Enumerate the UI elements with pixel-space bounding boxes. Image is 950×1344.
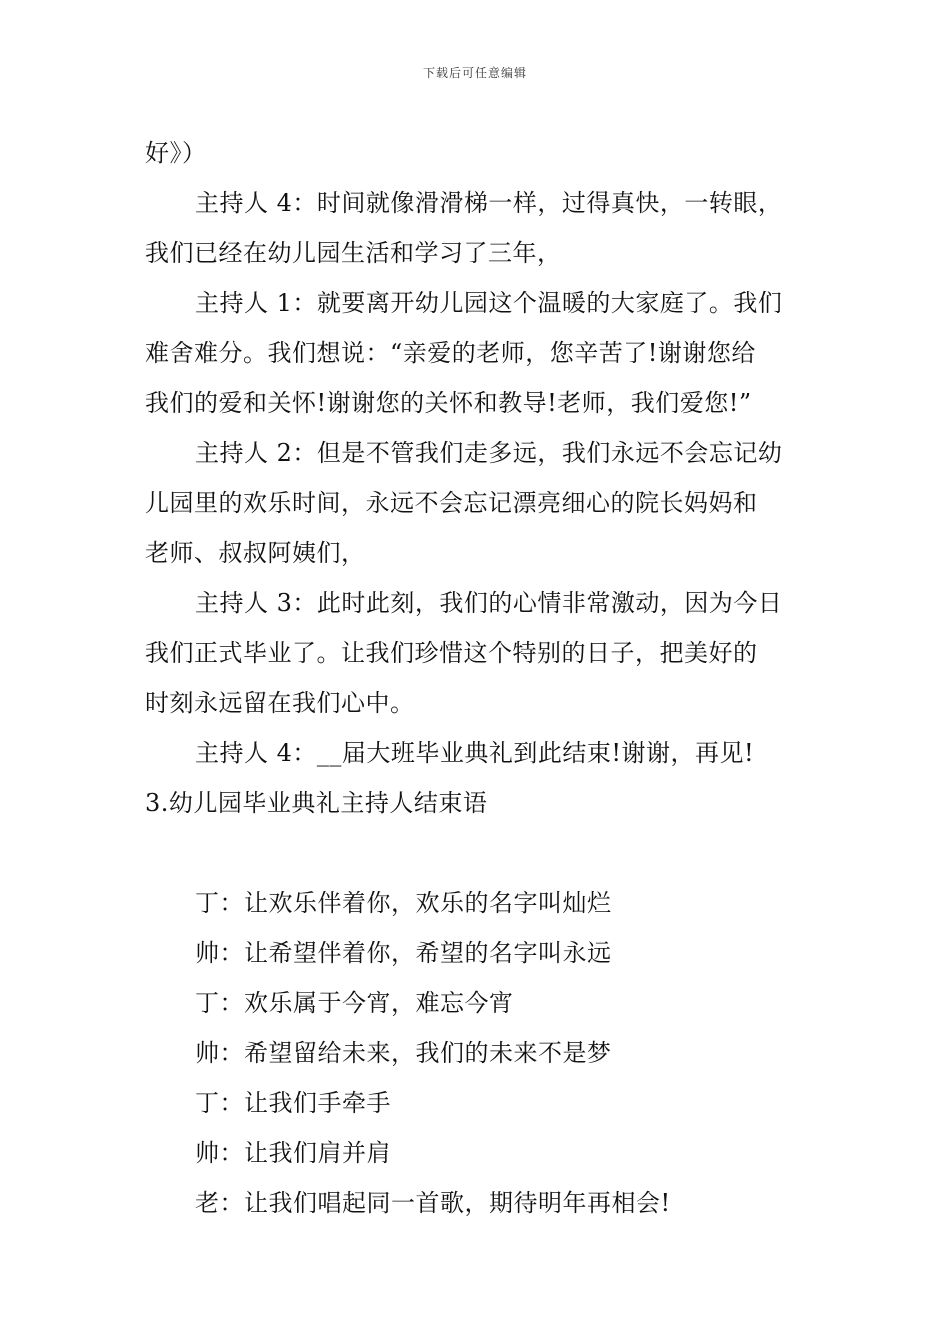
- dialogue-line: 帅：让希望伴着你，希望的名字叫永远: [195, 939, 612, 967]
- paragraph-line: 主持人 2：但是不管我们走多远，我们永远不会忘记幼: [195, 439, 783, 467]
- dialogue-line: 丁：让我们手牵手: [195, 1089, 391, 1117]
- dialogue-line: 老：让我们唱起同一首歌，期待明年再相会!: [195, 1189, 671, 1217]
- blank-line: [145, 828, 810, 878]
- dialogue-line: 帅：希望留给未来，我们的未来不是梦: [195, 1039, 612, 1067]
- paragraph-line: 主持人 1：就要离开幼儿园这个温暖的大家庭了。我们: [195, 289, 783, 317]
- paragraph-line: 主持人 4：__届大班毕业典礼到此结束!谢谢，再见!: [195, 739, 755, 767]
- dialogue-line: 丁：欢乐属于今宵，难忘今宵: [195, 989, 514, 1017]
- dialogue-line: 丁：让欢乐伴着你，欢乐的名字叫灿烂: [195, 889, 612, 917]
- section-heading: 3.幼儿园毕业典礼主持人结束语: [145, 789, 488, 817]
- dialogue-line: 帅：让我们肩并肩: [195, 1139, 391, 1167]
- document-body: [145, 128, 810, 1228]
- paragraph-line: 时刻永远留在我们心中。: [145, 689, 415, 717]
- page-header: 下载后可任意编辑: [422, 66, 527, 80]
- paragraph-line: 老师、叔叔阿姨们，: [145, 539, 366, 567]
- paragraph-line: 难舍难分。我们想说：“亲爱的老师，您辛苦了!谢谢您给: [145, 339, 756, 367]
- paragraph-line: 主持人 4：时间就像滑滑梯一样，过得真快，一转眼，: [195, 189, 783, 217]
- paragraph-line: 主持人 3：此时此刻，我们的心情非常激动，因为今日: [195, 589, 783, 617]
- paragraph-line: 我们的爱和关怀!谢谢您的关怀和教导!老师，我们爱您!”: [145, 389, 752, 417]
- paragraph-line: 好》）: [145, 139, 207, 167]
- paragraph-line: 儿园里的欢乐时间，永远不会忘记漂亮细心的院长妈妈和: [145, 489, 758, 517]
- paragraph-line: 我们正式毕业了。让我们珍惜这个特别的日子，把美好的: [145, 639, 758, 667]
- paragraph-line: 我们已经在幼儿园生活和学习了三年，: [145, 239, 562, 267]
